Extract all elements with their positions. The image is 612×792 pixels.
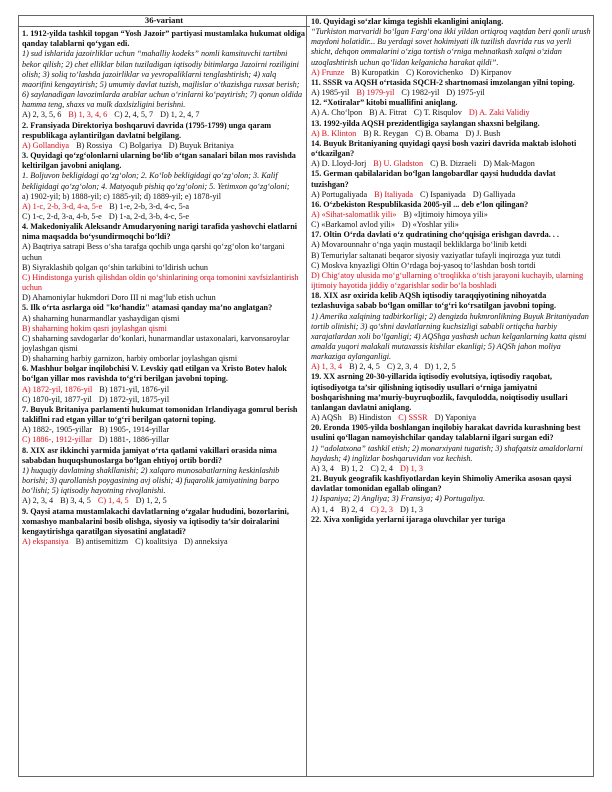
answer-options-row — [311, 220, 591, 230]
answer-option-correct: B) Italiyada — [374, 189, 414, 199]
question-text: 19. XX asrning 20-30-yillarida iqtisodiy evolutsiya, iqtisodiy raqobat, iqtisodiyotga ta’sir qilishning iqtisodiy usullari o‘rniga jamiyatni boshqarishning ma’muriy-buyruqbozlik, favqulodda, noiqtisodiy usullari tanlangan davlatni aniqlang. — [311, 372, 568, 412]
answer-option-correct: C) Hindistonga yurish qilishdan oldin qo‘shinlarining orqa tomonini xavfsizlantirish uchun — [22, 272, 299, 293]
question-text: 17. Oltin O‘rda davlati o‘z qudratining cho‘qqisiga erishgan davrda. . . — [311, 230, 559, 240]
question-text: 21. Buyuk geografik kashfiyotlardan keyin Shimoliy Amerika asosan qaysi davlatlar tomonidan egallab olingan? — [311, 474, 572, 494]
question-text: 8. XIX asr ikkinchi yarmida jamiyat o‘rta qatlami vakillari orasida nima sababdan huquqshunoslarga bo‘lgan ehtiyoj ortib bordi? — [22, 445, 277, 465]
answer-option: B) 1905-, 1914-yillar — [99, 425, 170, 435]
answer-option: A) shaharning hunarmandlar yashaydigan qismi — [22, 313, 180, 323]
question-text: 13. 1992-yilda AQSH prezidentligiga saylangan shaxsni belgilang. — [311, 118, 540, 128]
answer-option: A) Baqtriya satrapi Bess o‘sha tarafga qochib unga qarshi qo‘zg‘olon ko‘targani uchun — [22, 242, 285, 262]
question-text: 20. Eronda 1905-yilda boshlangan inqilobiy harakat davrida kurashning best usulini qo‘llagan namoyishchilar qanday talablarni ilgari surgan edi? — [311, 423, 581, 443]
answer-option-correct: D) A. Zaki Validiy — [468, 108, 530, 118]
question-text: 3. Quyidagi qo‘zg‘olonlarni ularning bo‘lib o‘tgan sanalari bilan mos ravishda keltirilgan javobni aniqlang. — [22, 151, 296, 171]
answer-option: B) Siyraklashib qolgan qo‘shin tarkibini to‘ldirish uchun — [22, 262, 209, 272]
answer-option: B) «Ijtimoiy himoya yili» — [403, 209, 488, 219]
question-text: 10. Quyidagi so‘zlar kimga tegishli ekanligini aniqlang. — [311, 17, 504, 26]
answer-option: C) Moskva knyazligi Oltin O‘rdaga boj-yasoq to‘lashdan bosh tortdi — [311, 260, 536, 270]
answer-option: A) 1882-, 1905-yillar — [22, 425, 93, 435]
answer-options-row — [311, 464, 591, 474]
variant-title: 36-variant — [18, 15, 310, 27]
answer-options-row — [22, 496, 306, 506]
answer-option-correct: D) 1, 3 — [400, 463, 423, 473]
question-text: 7. Buyuk Britaniya parlamenti hukumat tomonidan Irlandiyaga gomrul berish takliflni rad etgan yillar to‘g‘ri berilgan qatorni toping. — [22, 404, 298, 425]
answer-option: D) anneksiya — [184, 536, 228, 546]
answer-options-row — [311, 210, 591, 220]
answer-option: D) Buyuk Britaniya — [168, 140, 234, 150]
question-text: 12. “Xotiralar” kitobi muallifini aniqlang. — [311, 98, 458, 108]
answer-option-correct: D) Chig‘atoy ulusida mo‘g‘ullarning o‘troqlikka o‘tish jarayoni kuchayib, ularning ijtimoiy hayotida jiddiy o‘zgarishlar sodir bo‘la boshladi — [311, 270, 584, 291]
answer-option: B) 2, 4 — [340, 504, 364, 514]
answer-option: A) Movarounnahr o‘nga yaqin mustaqil bekliklarga bo‘linib ketdi — [311, 240, 527, 250]
question-statements: 1) sud ishlarida jazoirliklar uchun “mahalliy kodeks” nomli kamsituvchi tartibni bekor qilish; 2) chet elliklar bilan tuziladigan iqtisodiy bitimlarga Jazoirni roziligini olish; 3) soliq to‘lashda jazoirliklar va yevropaliklarni tenglashtirish; 4) xalq maorifini kengaytirish; 5) umumiy davlat tuzish, majlislar o‘tkazishga ruxsat berish; 6) saylanadigan lavozimlarda arablar uchun o‘rinlarni ko‘paytirish; 7) qonun oldida hamma teng, shaxs va mulk daxlsizligini berishni. — [22, 49, 303, 110]
answer-option-correct: C) SSSR — [398, 413, 428, 423]
answer-options-row — [22, 435, 306, 445]
answer-option: D) Ahamoniylar hukmdori Doro III ni mag‘lub etish uchun — [22, 293, 216, 303]
question-text: 15. German qabilalaridan bo‘lgan langobardlar qaysi hududda davlat tuzishgan? — [311, 169, 556, 189]
answer-options-row — [311, 68, 591, 78]
answer-option: A) D. Lloyd-Jorj — [311, 159, 367, 169]
answer-option: A) Portugaliyada — [311, 189, 368, 199]
answer-option: C) 2, 4 — [370, 463, 393, 473]
question-text: 6. Mashhur bolgar inqilobchisi V. Levskiy qatl etilgan va Xristo Botev halok bo‘lgan yillar mos ravishda to‘g‘ri berilgan javobni toping. — [22, 364, 287, 384]
answer-option: A) 1985-yil — [311, 88, 350, 98]
answer-options-row — [22, 395, 306, 405]
answer-option: A) 3, 4 — [311, 463, 334, 473]
answer-options-row — [22, 212, 306, 222]
answer-option: C) Ispaniyada — [420, 189, 466, 199]
answer-options-row — [22, 141, 306, 151]
answer-option: C) «Barkamol avlod yili» — [311, 220, 395, 230]
answer-options-row — [22, 110, 306, 120]
question-text: 11. SSSR va AQSH o‘rtasida SQCH-2 shartnomasi imzolangan yilni toping. — [311, 77, 575, 87]
answer-option-correct: C) 1886-, 1912-yillar — [22, 435, 92, 445]
question-text: 22. Xiva xonligida yerlarni ijaraga oluvchilar yer turiga — [311, 514, 506, 524]
answer-option-correct: A) B. Klinton — [311, 128, 357, 138]
answer-option: D) 1, 2, 4, 7 — [160, 110, 200, 120]
left-questions — [22, 29, 306, 547]
answer-option-correct: B) shaharning hokim qasri joylashgan qismi — [22, 323, 167, 333]
answer-options-row — [22, 202, 306, 212]
answer-options-row — [311, 159, 591, 169]
answer-option: D) J. Bush — [465, 128, 501, 138]
question-text: 16. O‘zbekiston Respublikasida 2005-yil ... deb e’lon qilingan? — [311, 199, 529, 209]
answer-option-correct: C) 2, 3 — [370, 504, 393, 514]
answer-option: B) Hindiston — [348, 413, 392, 423]
answer-option: C) 1870-yil, 1877-yil — [22, 394, 92, 404]
answer-option: A) AQSh — [311, 413, 342, 423]
question-text: 9. Qaysi atama mustamlakachi davlatlarning o‘zgalar hududini, bozorlarini, xomashyo manbalarini bosib olishga, siyosiy va iqtisodiy ta’sir doiralarini kengaytirishga qaratilgan siyosatini anglatadi? — [22, 506, 289, 536]
answer-option: B) antisemitizm — [75, 536, 129, 546]
answer-option-correct: A) 1-c, 2-b, 3-d, 4-a, 5-e — [22, 201, 103, 211]
answer-option: D) 1881-, 1886-yillar — [98, 435, 170, 445]
answer-option: B) 2, 4, 5 — [349, 362, 380, 372]
answer-option: D) 1, 2, 5 — [135, 496, 167, 506]
answer-option: C) B. Dizraeli — [430, 159, 477, 169]
answer-options-row — [22, 385, 306, 395]
answer-option: D) Mak-Magon — [483, 159, 535, 169]
answer-option: D) Galliyada — [472, 189, 516, 199]
right-questions — [311, 17, 591, 525]
answer-option: D) Kirpanov — [470, 67, 512, 77]
answer-option: C) Bolgariya — [119, 140, 162, 150]
answer-option: B) Rossiya — [76, 140, 113, 150]
answer-option-correct: C) 1, 4, 5 — [97, 496, 129, 506]
answer-options-row — [22, 192, 306, 202]
answer-option: B) 1, 2 — [340, 463, 364, 473]
question-statements: 1. Boljuvon bekligidagi qo‘zg‘olon; 2. Ko‘lob bekligidagi qo‘zg‘olon; 3. Kalif bekligidagi qo‘zg‘olon; 4. Matyoqub pishiq qo‘zg‘oloni; 5. Yetimxon qo‘zg‘oloni; — [22, 171, 290, 191]
answer-options-row — [311, 190, 591, 200]
answer-option: C) 2, 3, 4 — [386, 362, 418, 372]
question-text: 2. Fransiyada Direktoriya boshqaruvi davrida (1795-1799) unga qaram respublikaga aylantirilgan davlatni belgilang. — [22, 120, 272, 140]
answer-option-correct: A) ekspansiya — [22, 536, 69, 546]
answer-option: C) shaharning savdogarlar do‘konlari, hunarmandlar ustaxonalari, karvonsaroylar joylashgan qismi — [22, 333, 290, 353]
answer-options-row — [311, 362, 591, 372]
answer-option: D) 1975-yil — [446, 88, 485, 98]
answer-option: B) Kuropatkin — [351, 67, 399, 77]
answer-option: C) 2, 4, 5, 7 — [114, 110, 154, 120]
answer-option: B) A. Fitrat — [369, 108, 407, 118]
answer-option-correct: A) Frunze — [311, 67, 345, 77]
answer-option-correct: B) 1979-yil — [356, 88, 395, 98]
question-text: 14. Buyuk Britaniyaning quyidagi qaysi bosh vaziri davrida maktab islohoti o‘tkazilgan? — [311, 138, 577, 159]
answer-option: C) Korovichenko — [405, 67, 464, 77]
answer-option-correct: B) U. Gladston — [373, 159, 424, 169]
answer-option: D) shaharning harbiy garnizon, harbiy omborlar joylashgan qismi — [22, 354, 238, 364]
answer-option: D) «Yoshlar yili» — [401, 220, 459, 230]
answer-option: B) R. Reygan — [363, 128, 409, 138]
answer-options-row — [311, 88, 591, 98]
answer-options-row — [311, 129, 591, 139]
answer-option: D) 1, 3 — [400, 504, 423, 514]
question-statements: 1) Amerika xalqining tadbirkorligi; 2) dengizda hukmronlikning Buyuk Britaniyadan tortib olinishi; 3) qo‘shni davlatlarning kuchsizligi sababli ortiqcha harbiy xarajatlardan xoli bo‘lganligi; 4) AQShga yashash uchun kelganlarning katta qismi amalda yuqori malakali mutaxassis kishilar ekanligi; 5) AQSh jahon moliya markaziga aylanganligi. — [311, 311, 589, 362]
answer-option: C) 1982-yil — [401, 88, 440, 98]
answer-option-correct: A) 1872-yil, 1876-yil — [22, 384, 93, 394]
answer-option-correct: A) «Sihat-salomatlik yili» — [311, 209, 397, 219]
answer-option: B) 1871-yil, 1876-yil — [99, 384, 170, 394]
answer-option: a) 1902-yil; b) 1888-yil; c) 1885-yil; d) 1889-yil; e) 1878-yil — [22, 191, 221, 201]
answer-options-row — [311, 413, 591, 423]
answer-option: C) B. Obama — [415, 128, 459, 138]
answer-option: A) 2, 3, 4 — [22, 496, 54, 506]
answer-option: B) 1-e, 2-b, 3-d, 4-c, 5-a — [109, 201, 190, 211]
left-column — [22, 17, 306, 547]
answer-options-row — [311, 505, 591, 515]
question-statements: “Turkiston marvaridi bo‘lgan Farg‘ona ikki yildan ortiqroq vaqtdan beri qonli urush maydoni holatidir... Bu yerdagi sovet hokimiyati ilk tuzilish davrida rus va yerli shicht, dehqon ommalarini o‘ziga tortish o‘rniga mehnatkash xalqni o‘zidan uzoqlashtirish uchun qo‘lidan kelganicha harakat qildi”. — [311, 27, 591, 67]
question-text: 18. XIX asr oxirida kelib AQSh iqtisodiy taraqqiyotining nihoyatda tezlashuviga sabab bo‘lgan omillar to‘g‘ri ko‘rsatilgan javobni toping. — [311, 291, 557, 311]
answer-option: A) 1, 4 — [311, 504, 334, 514]
answer-option: D) Yaponiya — [434, 413, 477, 423]
answer-option-correct: A) Gollandiya — [22, 140, 70, 150]
answer-option-correct: B) 1, 3, 4, 6 — [68, 110, 108, 120]
right-column — [311, 17, 591, 525]
answer-option: A) A. Cho‘lpon — [311, 108, 363, 118]
question-text: 5. Ilk o‘rta asrlarga oid "ko‘handiz" atamasi qanday ma’no anglatgan? — [22, 303, 273, 313]
answer-options-row — [22, 537, 306, 547]
answer-option: D) 1-a, 2-d, 3-b, 4-c, 5-e — [108, 211, 190, 221]
column-divider — [306, 15, 307, 777]
question-text: 1. 1912-yilda tashkil topgan “Yosh Jazoir” partiyasi mustamlaka hukumat oldiga qanday talablarni qo‘ygan edi. — [22, 29, 305, 49]
answer-option: D) 1, 2, 5 — [424, 362, 456, 372]
answer-option: C) T. Risqulov — [413, 108, 462, 118]
answer-options-row — [311, 108, 591, 118]
answer-option: C) koalitsiya — [135, 536, 178, 546]
answer-option: B) 3, 4, 5 — [60, 496, 91, 506]
question-text: 4. Makedoniyalik Aleksandr Amudaryoning narigi tarafida yashovchi elatlarni nima maqsadda bo‘ysundirmoqchi bo‘ldi? — [22, 222, 298, 242]
answer-option-correct: A) 1, 3, 4 — [311, 362, 343, 372]
answer-options-row — [22, 425, 306, 435]
question-statements: 1) Ispaniya; 2) Angliya; 3) Fransiya; 4) Portugaliya. — [311, 494, 486, 504]
answer-option: D) 1872-yil, 1875-yil — [98, 394, 170, 404]
answer-option: B) Temuriylar saltanati beqaror siyosiy vaziyatlar tufayli inqirozga yuz tutdi — [311, 250, 561, 260]
question-statements: 1) huquqiy davlatning shakllanishi; 2) xalqaro munosabatlarning keskinlashib borishi; 3) qurollanish poygasining avj olishi; 4) fuqarolik jamiyatining barpo bo‘lishi; 5) iqtisodiy hayotning rivojlanishi. — [22, 465, 280, 496]
question-statements: 1) “adolatxona” tashkil etish; 2) monarxiyani tugatish; 3) shafqatsiz amaldorlarni haydash; 4) inglizlar boshqaruvidan voz kechish. — [311, 443, 583, 463]
answer-option: A) 2, 3, 5, 6 — [22, 110, 62, 120]
answer-option: C) 1-c, 2-d, 3-a, 4-b, 5-e — [22, 211, 102, 221]
